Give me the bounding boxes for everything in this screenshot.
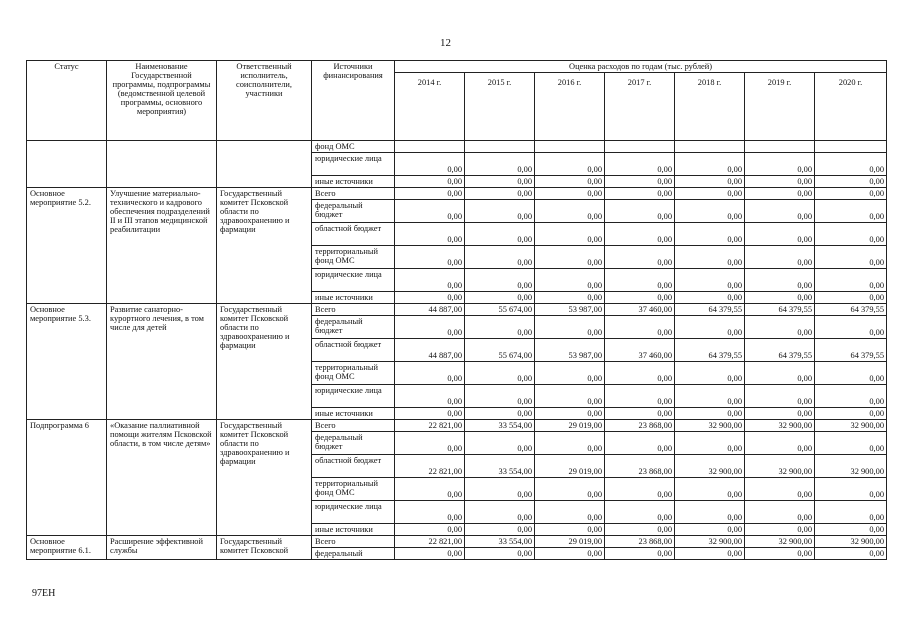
source-cell: областной бюджет bbox=[312, 223, 395, 246]
source-cell: юридические лица bbox=[312, 385, 395, 408]
value-cell bbox=[395, 141, 465, 153]
value-cell: 0,00 bbox=[675, 246, 745, 269]
source-cell: юридические лица bbox=[312, 153, 395, 176]
value-cell: 0,00 bbox=[745, 316, 815, 339]
value-cell: 33 554,00 bbox=[465, 420, 535, 432]
value-cell: 32 900,00 bbox=[675, 536, 745, 548]
value-cell: 0,00 bbox=[535, 246, 605, 269]
value-cell: 0,00 bbox=[605, 153, 675, 176]
header-year: 2020 г. bbox=[815, 73, 887, 141]
value-cell: 0,00 bbox=[745, 176, 815, 188]
value-cell: 0,00 bbox=[395, 408, 465, 420]
value-cell: 0,00 bbox=[605, 176, 675, 188]
value-cell: 33 554,00 bbox=[465, 455, 535, 478]
table-row bbox=[27, 141, 887, 153]
value-cell: 0,00 bbox=[745, 408, 815, 420]
value-cell: 0,00 bbox=[815, 408, 887, 420]
value-cell: 0,00 bbox=[395, 176, 465, 188]
source-cell: территориальный фонд ОМС bbox=[312, 246, 395, 269]
value-cell: 0,00 bbox=[605, 188, 675, 200]
value-cell: 0,00 bbox=[815, 524, 887, 536]
value-cell: 64 379,55 bbox=[675, 339, 745, 362]
value-cell: 0,00 bbox=[465, 188, 535, 200]
value-cell: 32 900,00 bbox=[815, 455, 887, 478]
value-cell: 0,00 bbox=[465, 524, 535, 536]
status-cell: Подпрограмма 6 bbox=[27, 420, 107, 536]
value-cell: 0,00 bbox=[535, 548, 605, 560]
value-cell: 0,00 bbox=[465, 432, 535, 455]
value-cell: 64 379,55 bbox=[675, 304, 745, 316]
source-cell: иные источники bbox=[312, 524, 395, 536]
value-cell: 0,00 bbox=[745, 269, 815, 292]
value-cell: 0,00 bbox=[395, 501, 465, 524]
value-cell: 0,00 bbox=[605, 246, 675, 269]
value-cell: 64 379,55 bbox=[815, 304, 887, 316]
value-cell: 0,00 bbox=[395, 432, 465, 455]
value-cell: 23 868,00 bbox=[605, 420, 675, 432]
value-cell: 0,00 bbox=[745, 362, 815, 385]
value-cell: 64 379,55 bbox=[815, 339, 887, 362]
value-cell: 0,00 bbox=[465, 200, 535, 223]
value-cell: 0,00 bbox=[745, 432, 815, 455]
value-cell: 0,00 bbox=[465, 292, 535, 304]
value-cell: 0,00 bbox=[395, 478, 465, 501]
source-cell: иные источники bbox=[312, 176, 395, 188]
value-cell: 0,00 bbox=[745, 246, 815, 269]
value-cell: 44 887,00 bbox=[395, 304, 465, 316]
value-cell: 22 821,00 bbox=[395, 455, 465, 478]
value-cell: 0,00 bbox=[535, 269, 605, 292]
value-cell: 0,00 bbox=[745, 153, 815, 176]
value-cell: 0,00 bbox=[745, 223, 815, 246]
table-row bbox=[27, 188, 887, 200]
value-cell: 0,00 bbox=[535, 432, 605, 455]
value-cell: 0,00 bbox=[605, 385, 675, 408]
value-cell: 0,00 bbox=[745, 200, 815, 223]
value-cell: 22 821,00 bbox=[395, 420, 465, 432]
value-cell bbox=[535, 141, 605, 153]
value-cell: 0,00 bbox=[815, 316, 887, 339]
value-cell: 0,00 bbox=[535, 200, 605, 223]
value-cell: 0,00 bbox=[815, 501, 887, 524]
executor-cell bbox=[217, 141, 312, 188]
value-cell: 0,00 bbox=[675, 385, 745, 408]
value-cell: 0,00 bbox=[675, 269, 745, 292]
value-cell: 0,00 bbox=[465, 408, 535, 420]
header-year: 2015 г. bbox=[465, 73, 535, 141]
value-cell: 0,00 bbox=[815, 432, 887, 455]
value-cell: 0,00 bbox=[465, 385, 535, 408]
status-cell: Основное мероприятие 5.3. bbox=[27, 304, 107, 420]
value-cell: 0,00 bbox=[535, 292, 605, 304]
value-cell: 0,00 bbox=[605, 548, 675, 560]
value-cell: 37 460,00 bbox=[605, 339, 675, 362]
value-cell: 0,00 bbox=[395, 269, 465, 292]
status-cell bbox=[27, 141, 107, 188]
value-cell: 32 900,00 bbox=[675, 455, 745, 478]
header-costs-title: Оценка расходов по годам (тыс. рублей) bbox=[395, 61, 887, 73]
value-cell: 0,00 bbox=[675, 223, 745, 246]
source-cell: иные источники bbox=[312, 292, 395, 304]
source-cell: юридические лица bbox=[312, 501, 395, 524]
value-cell: 0,00 bbox=[605, 316, 675, 339]
value-cell: 0,00 bbox=[535, 362, 605, 385]
value-cell: 0,00 bbox=[395, 524, 465, 536]
value-cell: 64 379,55 bbox=[745, 339, 815, 362]
name-cell: «Оказание паллиативной помощи жителям Псковской области, в том числе детям» bbox=[107, 420, 217, 536]
value-cell: 0,00 bbox=[675, 176, 745, 188]
source-cell: областной бюджет bbox=[312, 339, 395, 362]
value-cell: 0,00 bbox=[465, 478, 535, 501]
value-cell: 0,00 bbox=[605, 408, 675, 420]
executor-cell: Государственный комитет Псковской области по здравоохранению и фармации bbox=[217, 304, 312, 420]
value-cell: 0,00 bbox=[465, 153, 535, 176]
value-cell bbox=[465, 141, 535, 153]
source-cell: федеральный бюджет bbox=[312, 432, 395, 455]
value-cell: 0,00 bbox=[745, 385, 815, 408]
value-cell: 0,00 bbox=[395, 188, 465, 200]
value-cell: 0,00 bbox=[395, 200, 465, 223]
value-cell: 0,00 bbox=[675, 200, 745, 223]
source-cell: Всего bbox=[312, 188, 395, 200]
source-cell: Всего bbox=[312, 536, 395, 548]
value-cell: 29 019,00 bbox=[535, 420, 605, 432]
value-cell: 0,00 bbox=[815, 223, 887, 246]
value-cell: 0,00 bbox=[395, 362, 465, 385]
value-cell: 0,00 bbox=[815, 362, 887, 385]
value-cell: 0,00 bbox=[605, 478, 675, 501]
value-cell: 29 019,00 bbox=[535, 455, 605, 478]
value-cell: 0,00 bbox=[395, 246, 465, 269]
value-cell: 0,00 bbox=[535, 385, 605, 408]
value-cell: 55 674,00 bbox=[465, 304, 535, 316]
value-cell: 0,00 bbox=[675, 292, 745, 304]
header-name: Наименование Государственной программы, подпрограммы (ведомственной целевой программы, основного мероприятия) bbox=[107, 61, 217, 141]
source-cell: Всего bbox=[312, 420, 395, 432]
value-cell: 0,00 bbox=[745, 548, 815, 560]
value-cell: 0,00 bbox=[745, 501, 815, 524]
value-cell: 0,00 bbox=[815, 548, 887, 560]
table-row bbox=[27, 304, 887, 316]
value-cell: 0,00 bbox=[465, 316, 535, 339]
value-cell: 53 987,00 bbox=[535, 339, 605, 362]
value-cell: 0,00 bbox=[605, 269, 675, 292]
name-cell: Развитие санаторно-курортного лечения, в том числе для детей bbox=[107, 304, 217, 420]
value-cell: 0,00 bbox=[465, 362, 535, 385]
budget-table bbox=[26, 60, 887, 560]
footer-code: 97EH bbox=[32, 588, 56, 599]
executor-cell: Государственный комитет Псковской области по здравоохранению и фармации bbox=[217, 420, 312, 536]
value-cell: 0,00 bbox=[815, 292, 887, 304]
value-cell: 0,00 bbox=[465, 246, 535, 269]
value-cell: 0,00 bbox=[535, 501, 605, 524]
value-cell: 0,00 bbox=[465, 269, 535, 292]
value-cell: 0,00 bbox=[535, 524, 605, 536]
header-year: 2016 г. bbox=[535, 73, 605, 141]
value-cell: 0,00 bbox=[535, 316, 605, 339]
value-cell: 32 900,00 bbox=[745, 420, 815, 432]
source-cell: территориальный фонд ОМС bbox=[312, 362, 395, 385]
page-number: 12 bbox=[440, 37, 451, 49]
budget-table-container bbox=[26, 60, 886, 560]
name-cell: Расширение эффективной службы bbox=[107, 536, 217, 560]
value-cell: 0,00 bbox=[815, 176, 887, 188]
value-cell: 0,00 bbox=[675, 408, 745, 420]
source-cell: Всего bbox=[312, 304, 395, 316]
value-cell: 0,00 bbox=[395, 153, 465, 176]
value-cell: 0,00 bbox=[605, 292, 675, 304]
value-cell: 0,00 bbox=[535, 478, 605, 501]
value-cell: 32 900,00 bbox=[815, 536, 887, 548]
value-cell bbox=[745, 141, 815, 153]
value-cell: 32 900,00 bbox=[675, 420, 745, 432]
value-cell: 55 674,00 bbox=[465, 339, 535, 362]
header-year: 2019 г. bbox=[745, 73, 815, 141]
value-cell: 32 900,00 bbox=[745, 536, 815, 548]
value-cell: 0,00 bbox=[675, 362, 745, 385]
value-cell: 0,00 bbox=[465, 223, 535, 246]
value-cell: 0,00 bbox=[745, 188, 815, 200]
source-cell: федеральный бюджет bbox=[312, 316, 395, 339]
value-cell bbox=[605, 141, 675, 153]
value-cell: 0,00 bbox=[605, 432, 675, 455]
value-cell: 0,00 bbox=[605, 501, 675, 524]
executor-cell: Государственный комитет Псковской области по здравоохранению и фармации bbox=[217, 188, 312, 304]
value-cell: 0,00 bbox=[465, 501, 535, 524]
value-cell: 0,00 bbox=[675, 188, 745, 200]
value-cell: 32 900,00 bbox=[745, 455, 815, 478]
value-cell: 0,00 bbox=[535, 223, 605, 246]
name-cell: Улучшение материально-технического и кадрового обеспечения подразделений II и III этапов медицинской реабилитации bbox=[107, 188, 217, 304]
value-cell: 0,00 bbox=[605, 200, 675, 223]
source-cell: иные источники bbox=[312, 408, 395, 420]
value-cell: 0,00 bbox=[605, 524, 675, 536]
value-cell: 0,00 bbox=[675, 524, 745, 536]
value-cell: 22 821,00 bbox=[395, 536, 465, 548]
value-cell: 32 900,00 bbox=[815, 420, 887, 432]
source-cell: федеральный bbox=[312, 548, 395, 560]
table-body bbox=[27, 141, 887, 560]
value-cell: 0,00 bbox=[815, 246, 887, 269]
value-cell: 64 379,55 bbox=[745, 304, 815, 316]
value-cell: 37 460,00 bbox=[605, 304, 675, 316]
header-executor: Ответственный исполнитель, соисполнители, участники bbox=[217, 61, 312, 141]
value-cell: 0,00 bbox=[815, 153, 887, 176]
executor-cell: Государственный комитет Псковской bbox=[217, 536, 312, 560]
value-cell: 0,00 bbox=[745, 524, 815, 536]
table-row bbox=[27, 536, 887, 548]
header-year: 2014 г. bbox=[395, 73, 465, 141]
value-cell: 0,00 bbox=[605, 362, 675, 385]
status-cell: Основное мероприятие 5.2. bbox=[27, 188, 107, 304]
source-cell: территориальный фонд ОМС bbox=[312, 478, 395, 501]
source-cell: фонд ОМС bbox=[312, 141, 395, 153]
value-cell: 0,00 bbox=[815, 478, 887, 501]
value-cell: 23 868,00 bbox=[605, 536, 675, 548]
value-cell: 0,00 bbox=[815, 188, 887, 200]
value-cell: 0,00 bbox=[675, 316, 745, 339]
value-cell: 0,00 bbox=[535, 188, 605, 200]
value-cell: 0,00 bbox=[675, 501, 745, 524]
source-cell: федеральный бюджет bbox=[312, 200, 395, 223]
value-cell bbox=[675, 141, 745, 153]
value-cell: 0,00 bbox=[745, 292, 815, 304]
value-cell: 0,00 bbox=[535, 153, 605, 176]
value-cell: 0,00 bbox=[675, 432, 745, 455]
source-cell: областной бюджет bbox=[312, 455, 395, 478]
value-cell: 0,00 bbox=[535, 408, 605, 420]
table-row bbox=[27, 420, 887, 432]
value-cell: 0,00 bbox=[675, 153, 745, 176]
value-cell: 0,00 bbox=[815, 385, 887, 408]
source-cell: юридические лица bbox=[312, 269, 395, 292]
value-cell: 33 554,00 bbox=[465, 536, 535, 548]
value-cell: 53 987,00 bbox=[535, 304, 605, 316]
value-cell: 23 868,00 bbox=[605, 455, 675, 478]
value-cell: 0,00 bbox=[815, 200, 887, 223]
value-cell: 0,00 bbox=[465, 176, 535, 188]
value-cell: 0,00 bbox=[395, 548, 465, 560]
value-cell: 0,00 bbox=[675, 478, 745, 501]
header-sources: Источники финансирования bbox=[312, 61, 395, 141]
value-cell: 0,00 bbox=[815, 269, 887, 292]
value-cell bbox=[815, 141, 887, 153]
value-cell: 29 019,00 bbox=[535, 536, 605, 548]
value-cell: 0,00 bbox=[395, 316, 465, 339]
name-cell bbox=[107, 141, 217, 188]
status-cell: Основное мероприятие 6.1. bbox=[27, 536, 107, 560]
value-cell: 0,00 bbox=[745, 478, 815, 501]
header-status: Статус bbox=[27, 61, 107, 141]
value-cell: 44 887,00 bbox=[395, 339, 465, 362]
value-cell: 0,00 bbox=[395, 292, 465, 304]
header-year: 2017 г. bbox=[605, 73, 675, 141]
value-cell: 0,00 bbox=[675, 548, 745, 560]
value-cell: 0,00 bbox=[395, 385, 465, 408]
value-cell: 0,00 bbox=[605, 223, 675, 246]
header-year: 2018 г. bbox=[675, 73, 745, 141]
value-cell: 0,00 bbox=[465, 548, 535, 560]
value-cell: 0,00 bbox=[395, 223, 465, 246]
value-cell: 0,00 bbox=[535, 176, 605, 188]
